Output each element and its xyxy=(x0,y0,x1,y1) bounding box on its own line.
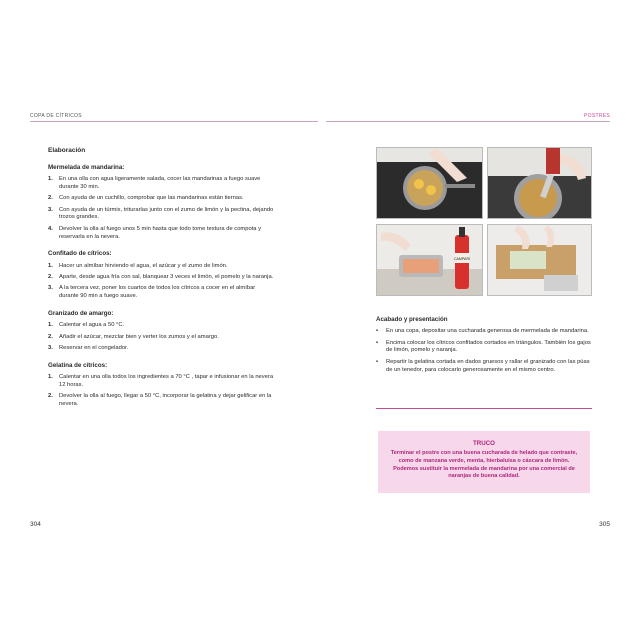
finish-step xyxy=(376,359,592,375)
finish-title: Acabado y presentación xyxy=(376,316,448,323)
step-text: Calentar el agua a 50 °C. xyxy=(59,322,125,329)
recipe-step xyxy=(48,322,276,330)
recipe-group-title: Mermelada de mandarina: xyxy=(48,163,125,171)
step-number: 3. xyxy=(48,344,53,351)
recipe-step xyxy=(48,374,276,390)
tip-title: TRUCO xyxy=(473,440,495,447)
recipe-step-list xyxy=(48,263,276,301)
photo-cooking-pot xyxy=(376,147,483,219)
recipe-step xyxy=(48,207,276,223)
step-text: Reservar en el congelador. xyxy=(59,344,129,351)
step-text: A la tercera vez, poner los cuartos de todos los cítricos a cocer en el almíbar durante 90 min a fuego suave. xyxy=(59,285,256,300)
step-text: Devolver la olla al fuego, llegar a 50 °C, incorporar la gelatina y dejar gelificar en la nevera. xyxy=(59,393,272,408)
recipe-groups xyxy=(48,164,276,409)
right-page-content xyxy=(376,316,592,378)
recipe-step xyxy=(48,195,276,203)
step-text: Con ayuda de un túrmix, triturarlas junto con el zumo de limón y la pectina, dejando trozos grandes. xyxy=(59,206,274,221)
step-number: 2. xyxy=(48,333,53,340)
finish-step xyxy=(376,340,592,356)
step-text: Devolver la olla al fuego unos 5 min hasta que todo tome textura de compota y reservarla en la nevera. xyxy=(59,225,262,240)
step-number: 2. xyxy=(48,195,53,202)
recipe-step-list xyxy=(48,176,276,241)
svg-text:CAMPARI: CAMPARI xyxy=(453,257,471,261)
step-text: Aparte, desde agua fría con sal, blanquear 3 veces el limón, el pomelo y la naranja. xyxy=(59,273,274,280)
section-divider xyxy=(376,408,592,409)
photo-tray-and-bottle xyxy=(376,224,483,296)
header-rule-right xyxy=(326,121,610,122)
section-title: Elaboración xyxy=(48,147,86,154)
step-number: 1. xyxy=(48,262,53,269)
header-rule-left xyxy=(30,121,318,122)
finish-steps xyxy=(376,328,592,374)
step-text: Calentar en una olla todos los ingredientes a 70 °C , tapar e infusionar en la nevera 12 horas. xyxy=(59,374,274,388)
page-number-right: 305 xyxy=(599,521,610,528)
recipe-step xyxy=(48,285,276,301)
bullet-icon: • xyxy=(376,358,379,365)
recipe-step-list xyxy=(48,322,276,352)
photo-blender xyxy=(487,147,592,219)
finish-step-text: Encima colocar los cítricos confitados cortados en triángulos. También los gajos de limón, pomelo y naranja. xyxy=(386,339,591,354)
recipe-group-title: Gelatina de cítricos: xyxy=(48,361,108,369)
recipe-step xyxy=(48,345,276,353)
step-text: Hacer un almíbar hirviendo el agua, el azúcar y el zumo de limón. xyxy=(59,262,228,269)
step-text: En una olla con agua ligeramente salada, cocer las mandarinas a fuego suave durante 30 min. xyxy=(59,176,261,190)
step-number: 3. xyxy=(48,206,53,213)
step-number: 1. xyxy=(48,176,53,183)
step-text: Con ayuda de un cuchillo, comprobar que las mandarinas están tiernas. xyxy=(59,195,244,202)
recipe-group-title: Confitado de cítricos: xyxy=(48,250,112,258)
step-number: 1. xyxy=(48,322,53,329)
recipe-step-list xyxy=(48,374,276,409)
tip-text: Terminar el postre con una buena cucharada de helado que contraste, como de manzana verde, menta, hierbaluisa o cáscara de limón. Podemos sustituir la mermelada de mandarina por una comercial de naranjas de buena calidad. xyxy=(390,450,578,480)
step-number: 2. xyxy=(48,273,53,280)
step-number: 1. xyxy=(48,374,53,381)
page-number-left: 304 xyxy=(30,521,41,528)
left-page-content xyxy=(48,147,276,418)
step-number: 2. xyxy=(48,393,53,400)
finish-step-text: En una copa, depositar una cucharada generosa de mermelada de mandarina. xyxy=(386,328,589,335)
finish-step xyxy=(376,328,592,336)
photo-cutting-gelatin xyxy=(487,224,592,296)
running-head-right: POSTRES xyxy=(584,113,610,119)
bullet-icon: • xyxy=(376,339,379,346)
recipe-step xyxy=(48,334,276,342)
photo-grid xyxy=(376,147,590,295)
recipe-step xyxy=(48,226,276,242)
recipe-step xyxy=(48,393,276,409)
recipe-step xyxy=(48,263,276,271)
step-number: 4. xyxy=(48,225,53,232)
recipe-step xyxy=(48,176,276,192)
finish-step-text: Repartir la gelatina cortada en dados gruesos y rallar el granizado con las púas de un tenedor, para colocarlo generosamente en el mismo centro. xyxy=(386,358,590,373)
recipe-step xyxy=(48,274,276,282)
step-text: Añadir el azúcar, mezclar bien y verter los zumos y el amargo. xyxy=(59,333,219,340)
bullet-icon: • xyxy=(376,328,379,335)
tip-box xyxy=(378,431,590,493)
running-head-left: COPA DE CÍTRICOS xyxy=(30,113,82,119)
recipe-group-title: Granizado de amargo: xyxy=(48,309,114,317)
step-number: 3. xyxy=(48,285,53,292)
